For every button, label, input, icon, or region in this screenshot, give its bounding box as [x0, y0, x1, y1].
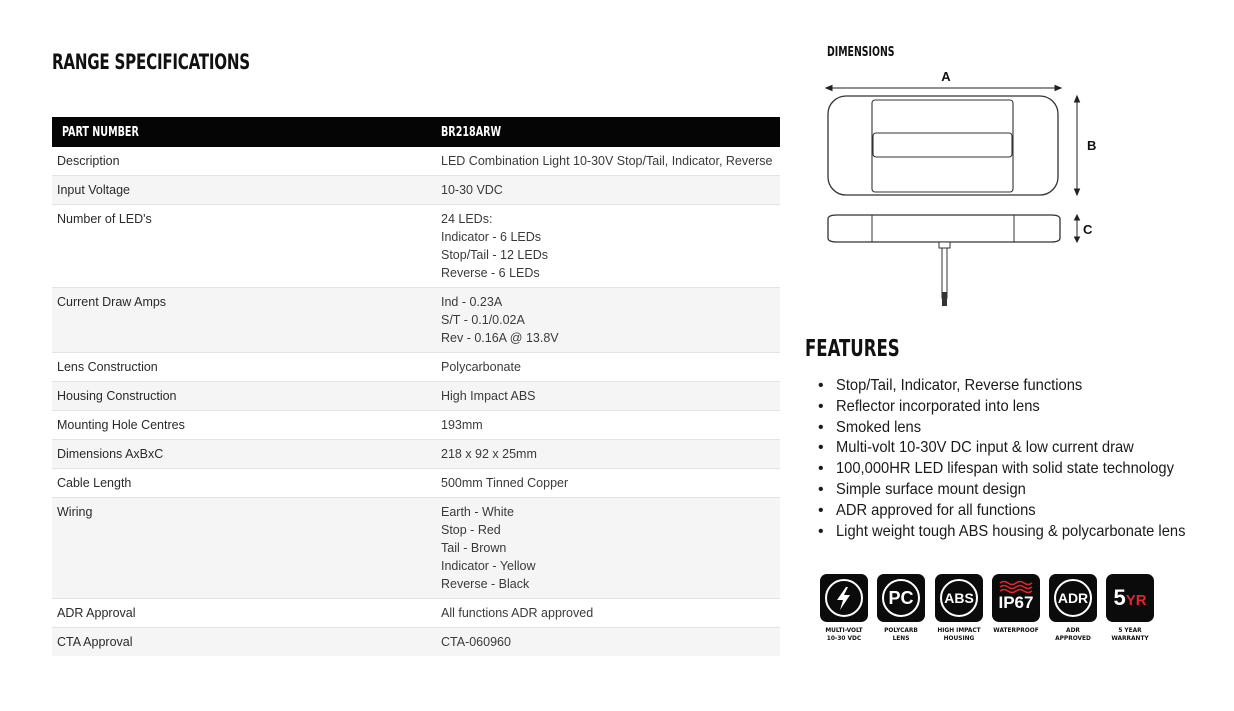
row-value: Ind - 0.23A S/T - 0.1/0.02A Rev - 0.16A @ 13.8V: [427, 288, 780, 353]
badge-multi-volt: [820, 574, 868, 642]
row-label: Lens Construction: [52, 353, 427, 382]
dimension-c-label: C: [1083, 222, 1093, 237]
row-label: Description: [52, 147, 427, 176]
list-item: • Light weight tough ABS housing & polycarbonate lens: [818, 522, 1228, 543]
list-item: • Smoked lens: [818, 418, 1228, 439]
pc-icon: PC: [888, 587, 914, 608]
ip67-icon: IP67: [998, 593, 1034, 612]
row-label: Input Voltage: [52, 176, 427, 205]
row-value: CTA-060960: [427, 628, 780, 657]
badge-caption: ADR APPROVED: [1055, 626, 1091, 642]
dimension-b: [1075, 96, 1080, 195]
dimension-c: [1075, 215, 1080, 242]
table-row: [52, 469, 780, 498]
badge-caption: WATERPROOF: [993, 626, 1039, 634]
table-row: [52, 288, 780, 353]
row-value: All functions ADR approved: [427, 599, 780, 628]
table-row: [52, 205, 780, 288]
list-item: • 100,000HR LED lifespan with solid state technology: [818, 459, 1228, 480]
badge-caption: HIGH IMPACT HOUSING: [937, 626, 981, 642]
row-label: Current Draw Amps: [52, 288, 427, 353]
row-value: 24 LEDs: Indicator - 6 LEDs Stop/Tail - 12 LEDs Reverse - 6 LEDs: [427, 205, 780, 288]
row-value: LED Combination Light 10-30V Stop/Tail, Indicator, Reverse: [427, 147, 780, 176]
spec-table: [52, 117, 780, 656]
badge-caption: POLYCARB LENS: [884, 626, 918, 642]
warranty-icon: 5 YR: [1113, 585, 1147, 610]
page-title: RANGE SPECIFICATIONS: [52, 50, 250, 74]
dimension-b-label: B: [1087, 138, 1097, 153]
features-title: FEATURES: [805, 336, 900, 362]
row-label: Wiring: [52, 498, 427, 599]
dimension-a-label: A: [941, 69, 951, 84]
row-value: 193mm: [427, 411, 780, 440]
badge-5-year-warranty: [1106, 574, 1154, 642]
row-label: ADR Approval: [52, 599, 427, 628]
table-row: [52, 599, 780, 628]
row-label: CTA Approval: [52, 628, 427, 657]
table-row: [52, 498, 780, 599]
table-row: [52, 382, 780, 411]
badge-adr-approved: [1049, 574, 1097, 642]
list-item: • Stop/Tail, Indicator, Reverse functions: [818, 376, 1228, 397]
list-item: • Reflector incorporated into lens: [818, 397, 1228, 418]
row-label: Mounting Hole Centres: [52, 411, 427, 440]
row-label: Dimensions AxBxC: [52, 440, 427, 469]
row-value: Earth - White Stop - Red Tail - Brown Indicator - Yellow Reverse - Black: [427, 498, 780, 599]
list-item: • Multi-volt 10-30V DC input & low current draw: [818, 438, 1228, 459]
table-row: [52, 628, 780, 657]
badge-abs-housing: [935, 574, 983, 642]
badge-caption: 5 YEAR WARRANTY: [1111, 626, 1149, 642]
abs-icon: ABS: [944, 590, 974, 606]
dimension-a: [826, 86, 1061, 91]
list-item: • ADR approved for all functions: [818, 501, 1228, 522]
row-label: Cable Length: [52, 469, 427, 498]
badge-caption: MULTI-VOLT 10-30 VDC: [825, 626, 863, 642]
badge-polycarb-lens: [877, 574, 925, 642]
badge-waterproof: [992, 574, 1040, 634]
row-value: 10-30 VDC: [427, 176, 780, 205]
adr-icon: ADR: [1057, 590, 1089, 606]
table-row: [52, 440, 780, 469]
table-row: [52, 147, 780, 176]
dimensions-title: DIMENSIONS: [827, 45, 895, 60]
row-value: 500mm Tinned Copper: [427, 469, 780, 498]
list-item: • Simple surface mount design: [818, 480, 1228, 501]
header-part-number-value: BR218ARW: [427, 117, 780, 147]
table-header-row: [52, 117, 780, 147]
row-value: High Impact ABS: [427, 382, 780, 411]
features-list: [818, 376, 1228, 542]
lightning-bolt-icon: [820, 574, 868, 622]
header-part-number-label: PART NUMBER: [52, 117, 427, 147]
row-value: 218 x 92 x 25mm: [427, 440, 780, 469]
table-row: [52, 176, 780, 205]
table-row: [52, 353, 780, 382]
lamp-side-view: [828, 215, 1060, 306]
row-label: Number of LED's: [52, 205, 427, 288]
row-value: Polycarbonate: [427, 353, 780, 382]
lamp-front-view: [828, 96, 1058, 195]
dimensions-diagram: [815, 62, 1105, 312]
table-row: [52, 411, 780, 440]
row-label: Housing Construction: [52, 382, 427, 411]
